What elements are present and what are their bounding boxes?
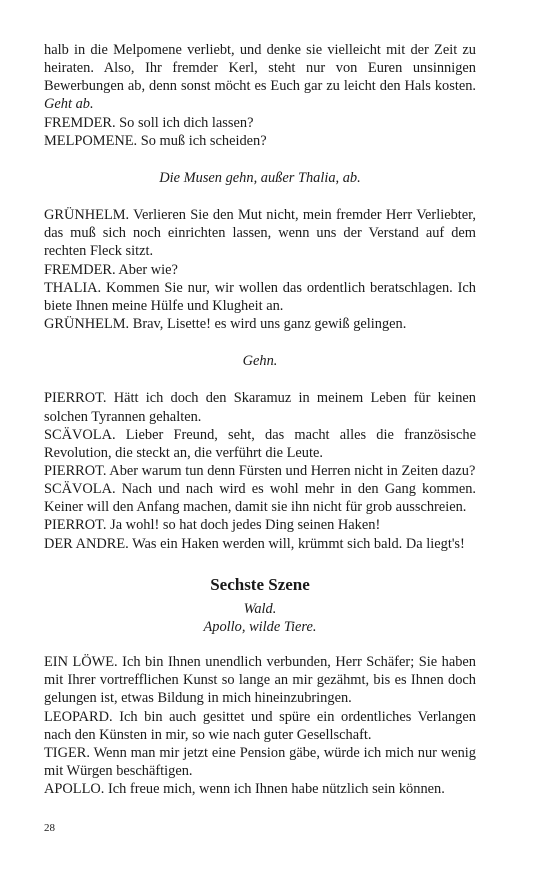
stage-direction-inline: Geht ab. bbox=[44, 96, 94, 113]
speech-paragraph: FREMDER. So soll ich dich lassen? bbox=[44, 114, 254, 131]
speech-paragraph: APOLLO. Ich freue mich, wenn ich Ihnen habe nützlich sein können. bbox=[44, 781, 445, 798]
speech-paragraph: LEOPARD. Ich bin auch gesittet und spüre ein ordentliches Verlangen nach den Künsten in mir, so wie nach guter Gesellschaft. bbox=[44, 708, 476, 743]
speech-paragraph: GRÜNHELM. Brav, Lisette! es wird uns ganz gewiß gelingen. bbox=[44, 316, 407, 333]
speech-paragraph: SCÄVOLA. Nach und nach wird es wohl mehr in den Gang kommen. Keiner will den Anfang machen, damit sie ihn nicht für grob ausschreien. bbox=[44, 481, 476, 516]
speech-paragraph: PIERROT. Aber warum tun denn Fürsten und Herren nicht in Zeiten dazu? bbox=[44, 462, 476, 479]
speech-paragraph: EIN LÖWE. Ich bin Ihnen unendlich verbunden, Herr Schäfer; Sie haben mit Ihrer vortrefflichen Kunst so lange an mir gezähmt, bis es Ihnen doch gelungen ist, etwas Bildung in mich hineinzubringen. bbox=[44, 654, 476, 707]
scene-place: Wald. bbox=[243, 600, 277, 617]
speech-text: halb in die Melpomene verliebt, und denke sie vielleicht mit der Zeit zu heiraten. Also, Ihr fremder Kerl, steht nur von Euren unsinnigen Bewerbungen ab, denn sonst möcht es Euch gar zu leicht den Hals kosten. bbox=[44, 42, 476, 95]
speech-paragraph: DER ANDRE. Was ein Haken werden will, krümmt sich bald. Da liegt's! bbox=[44, 535, 465, 552]
speech-paragraph: MELPOMENE. So muß ich scheiden? bbox=[44, 132, 267, 149]
scene-cast: Apollo, wilde Tiere. bbox=[203, 618, 317, 635]
speech-paragraph: PIERROT. Ja wohl! so hat doch jedes Ding seinen Haken! bbox=[44, 517, 381, 534]
stage-direction: Die Musen gehn, außer Thalia, ab. bbox=[159, 169, 361, 186]
speech-paragraph: TIGER. Wenn man mir jetzt eine Pension gäbe, würde ich mich nur wenig mit Würgen beschäftigen. bbox=[44, 744, 476, 779]
book-page bbox=[44, 41, 476, 798]
speech-paragraph: FREMDER. Aber wie? bbox=[44, 261, 178, 278]
speech-paragraph: SCÄVOLA. Lieber Freund, seht, das macht alles die französische Revolution, die steckt an, die verführt die Leute. bbox=[44, 426, 476, 461]
speech-paragraph: THALIA. Kommen Sie nur, wir wollen das ordentlich beratschlagen. Ich biete Ihnen meine Hülfe und Klugheit an. bbox=[44, 279, 476, 314]
speech-paragraph: GRÜNHELM. Verlieren Sie den Mut nicht, mein fremder Herr Verliebter, das muß sich noch einrichten lassen, wenn uns der Verstand auf dem rechten Fleck sitzt. bbox=[44, 207, 476, 260]
speech-paragraph bbox=[44, 41, 476, 114]
speech-paragraph: PIERROT. Hätt ich doch den Skaramuz in meinem Leben für keinen solchen Tyrannen gehalten. bbox=[44, 390, 476, 425]
scene-title: Sechste Szene bbox=[210, 574, 310, 594]
stage-direction: Gehn. bbox=[242, 353, 278, 370]
page-number: 28 bbox=[44, 822, 55, 834]
